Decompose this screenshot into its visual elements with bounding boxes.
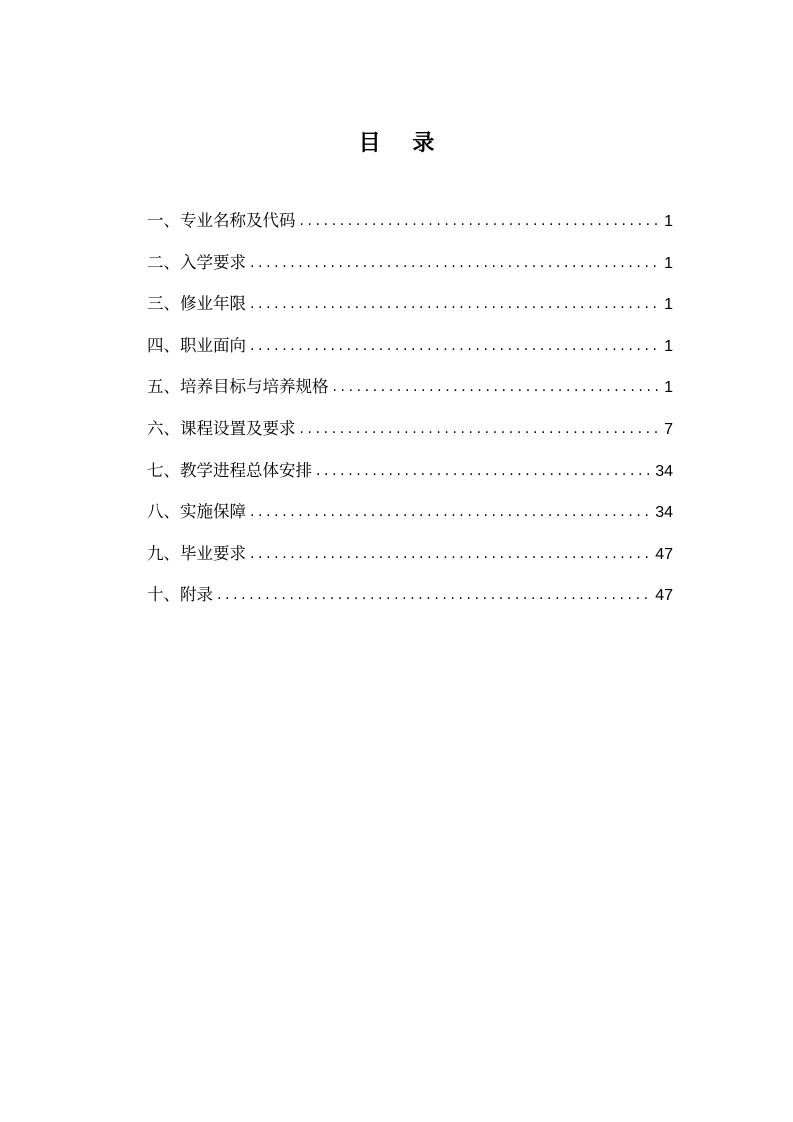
toc-entry-7[interactable] [147, 458, 673, 500]
toc-entry-6[interactable] [147, 416, 673, 458]
toc-entry-page-number: 1 [664, 254, 673, 272]
toc-title: 目 录 [358, 131, 447, 156]
toc-entry-4[interactable] [147, 333, 673, 375]
dot-leader [250, 250, 658, 276]
dot-leader [250, 499, 649, 525]
toc-entry-label: 八、实施保障 [147, 502, 246, 522]
dot-leader [250, 333, 658, 359]
dot-leader [316, 458, 649, 484]
toc-entry-page-number: 1 [664, 379, 673, 397]
dot-leader [300, 208, 659, 234]
toc-entry-page-number: 7 [664, 420, 673, 438]
toc-entry-label: 九、毕业要求 [147, 543, 246, 563]
toc-entry-3[interactable] [147, 291, 673, 333]
toc-entry-page-number: 1 [664, 213, 673, 230]
toc-entry-label: 六、课程设置及要求 [147, 418, 296, 438]
toc-entry-page-number: 47 [655, 545, 673, 563]
toc-entry-page-number: 34 [655, 504, 673, 522]
toc-entry-8[interactable] [147, 499, 673, 541]
toc-entry-1[interactable] [147, 208, 673, 250]
toc-entry-2[interactable] [147, 250, 673, 292]
dot-leader [217, 582, 649, 608]
dot-leader [333, 374, 659, 400]
toc-entry-label: 二、入学要求 [147, 252, 246, 272]
toc-entry-page-number: 1 [664, 337, 673, 355]
dot-leader [250, 291, 658, 317]
toc-entry-page-number: 34 [655, 462, 673, 480]
toc-entry-page-number: 1 [664, 296, 673, 314]
toc-entry-10[interactable] [147, 582, 673, 624]
toc-entry-label: 三、修业年限 [147, 294, 246, 314]
toc-entry-label: 一、专业名称及代码 [147, 211, 296, 230]
dot-leader [300, 416, 659, 442]
toc-list [147, 208, 673, 624]
toc-entry-label: 四、职业面向 [147, 335, 246, 355]
dot-leader [250, 541, 649, 567]
toc-entry-9[interactable] [147, 541, 673, 583]
toc-entry-5[interactable] [147, 374, 673, 416]
toc-entry-page-number: 47 [655, 587, 673, 605]
toc-entry-label: 十、附录 [147, 585, 213, 605]
toc-entry-label: 五、培养目标与培养规格 [147, 377, 329, 397]
toc-entry-label: 七、教学进程总体安排 [147, 460, 312, 480]
